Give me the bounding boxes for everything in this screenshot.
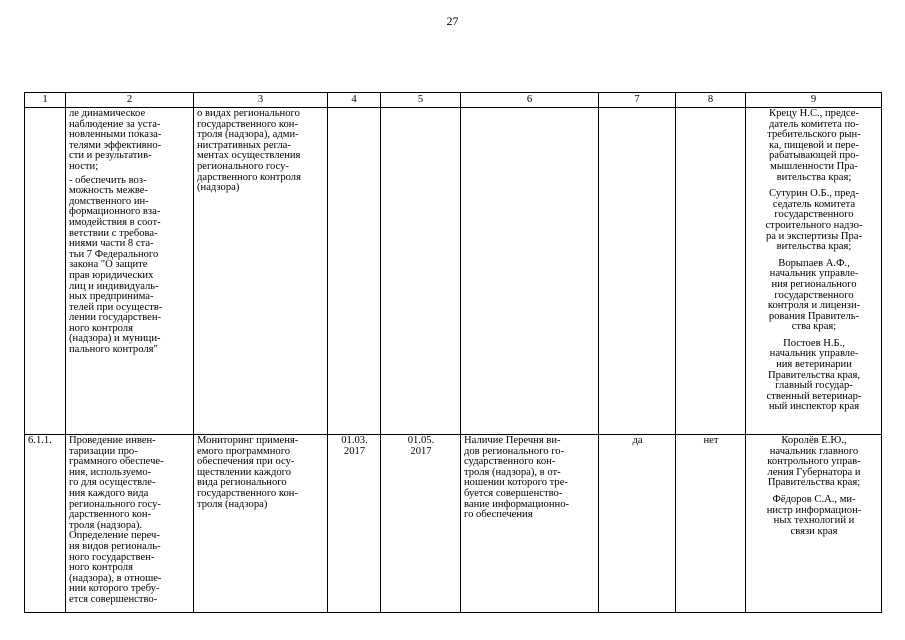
cell-measure-text: Проведение инвен- таризации про- граммного обеспече- ния, используемо- го для осуществле- ния каждого вида регионального госу- дарственного кон- троля (надзора). Определение переч- ня видов региональ- ного государствен- ного контроля (надзора), в отноше- нии которого требу- ется совершенство- — [66, 435, 194, 613]
cell-responsible — [746, 108, 882, 435]
column-header-5: 5 — [381, 93, 461, 108]
cell-measure-text — [66, 108, 194, 435]
cell-start-date — [328, 108, 381, 435]
column-header-1: 1 — [25, 93, 66, 108]
cell-number: 6.1.1. — [25, 435, 66, 613]
cell-result-text: о видах регионального государственного кон- троля (надзора), адми- нистративных регла- ментах осуществления регионального госу- дарственного контроля (надзора) — [194, 108, 328, 435]
responsible-person: Сутурин О.Б., пред- седатель комитета государственного строительного надзо- ра и экспертизы Пра- вительства края; — [765, 188, 863, 253]
measure-paragraph: ле динамическое наблюдение за уста- новленными показа- телями эффективно- сти и результатив- ности; — [69, 108, 162, 172]
column-header-8: 8 — [676, 93, 746, 108]
measures-table — [24, 92, 882, 613]
cell-end-date: 01.05. 2017 — [381, 435, 461, 613]
column-number-row — [25, 93, 882, 108]
cell-result-text: Мониторинг применя- емого программного обеспечения при осу- ществлении каждого вида регионального государственного кон- троля (надзора) — [194, 435, 328, 613]
cell-indicator — [461, 108, 599, 435]
cell-value-8 — [676, 108, 746, 435]
page-number: 27 — [446, 14, 459, 28]
responsible-person: Королёв Е.Ю., начальник главного контрольного управ- ления Губернатора и Правительства края; — [767, 435, 861, 489]
responsible-person: Фёдоров С.А., ми- нистр информацион- ных технологий и связи края — [766, 493, 862, 537]
cell-value-7: да — [599, 435, 676, 613]
column-header-6: 6 — [461, 93, 599, 108]
column-header-9: 9 — [746, 93, 882, 108]
column-header-3: 3 — [194, 93, 328, 108]
cell-value-8: нет — [676, 435, 746, 613]
cell-start-date: 01.03. 2017 — [328, 435, 381, 613]
responsible-person: Крецу Н.С., предсе- датель комитета по- требительского рын- ка, пищевой и пере- рабатывающей про- мышленности Пра- вительства края; — [767, 108, 861, 183]
cell-indicator: Наличие Перечня ви- дов регионального го- сударственного кон- троля (надзора), в от- ношении которого тре- буется совершенство- вание информационно- го обеспечения — [461, 435, 599, 613]
cell-end-date — [381, 108, 461, 435]
column-header-7: 7 — [599, 93, 676, 108]
cell-value-7 — [599, 108, 676, 435]
responsible-person: Постоев Н.Б., начальник управле- ния ветеринарии Правительства края, главный государ- ственный ветеринар- ный инспектор края — [766, 337, 862, 413]
cell-responsible — [746, 435, 882, 613]
table-row-continuation — [25, 108, 882, 435]
cell-number — [25, 108, 66, 435]
column-header-2: 2 — [66, 93, 194, 108]
column-header-4: 4 — [328, 93, 381, 108]
measure-paragraph: - обеспечить воз- можность межве- домственного ин- формационного вза- имодействия в соот- ветствии с требова- ниями части 8 ста- тьи 7 Федерального закона "О защите прав юридических лиц и индивидуаль- ных предпринима- телей при осуществ- лении государствен- ного контроля (надзора) и муници- пального контроля" — [69, 174, 163, 356]
responsible-person: Ворыпаев А.Ф., начальник управле- ния регионального государственного контроля и лицензи- рования Правитель- ства края; — [767, 257, 861, 333]
table-row-6-1-1 — [25, 435, 882, 613]
